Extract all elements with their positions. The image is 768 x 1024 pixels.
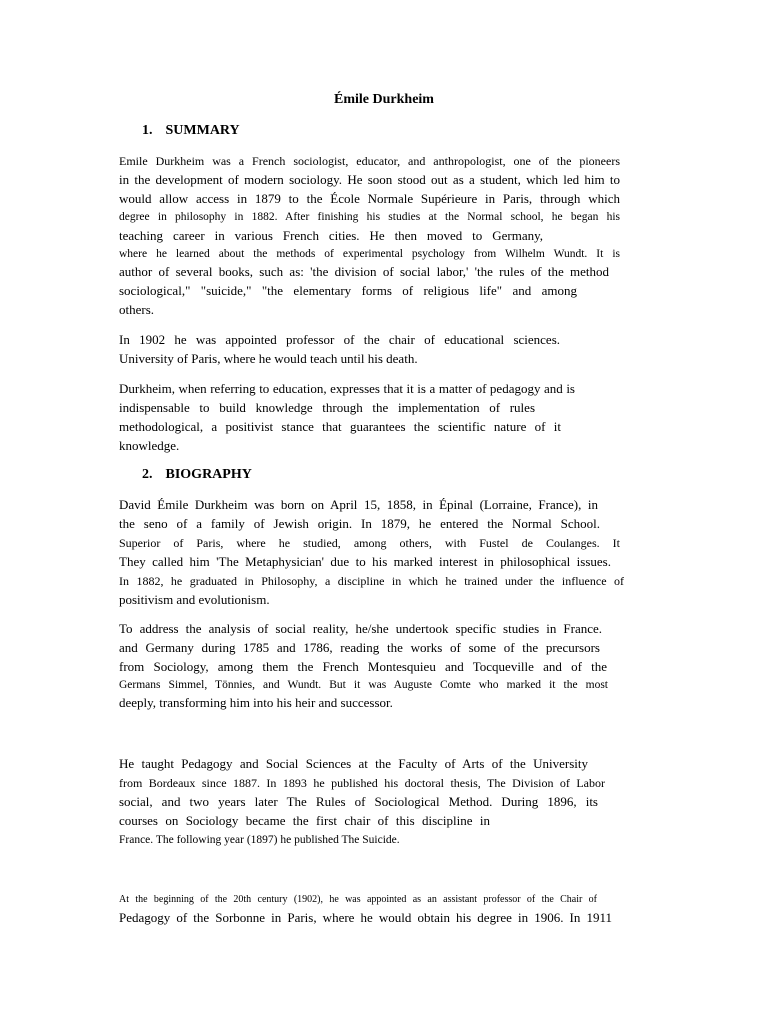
body-line: Superior of Paris, where he studied, among others, with Fustel de Coulanges. It — [119, 536, 620, 550]
section-number: 1. — [142, 123, 153, 138]
body-line: from Sociology, among them the French Montesquieu and Tocqueville and of the — [119, 659, 607, 674]
body-line: In 1882, he graduated in Philosophy, a discipline in which he trained under the influence of — [119, 574, 624, 588]
body-line: others. — [119, 302, 155, 317]
body-line: and Germany during 1785 and 1786, reading the works of some of the precursors — [119, 640, 600, 655]
section-number: 2. — [142, 467, 153, 482]
body-line: methodological, a positivist stance that guarantees the scientific nature of it — [119, 419, 561, 434]
document-title: Émile Durkheim — [334, 92, 434, 107]
body-line: At the beginning of the 20th century (1902), he was appointed as an assistant professor of the Chair of — [119, 894, 597, 905]
body-line: France. The following year (1897) he published The Suicide. — [119, 834, 400, 846]
body-line: degree in philosophy in 1882. After finishing his studies at the Normal school, he began his — [119, 211, 620, 223]
body-line: knowledge. — [119, 438, 180, 453]
body-line: Emile Durkheim was a French sociologist, educator, and anthropologist, one of the pioneers — [119, 154, 620, 168]
body-line: deeply, transforming him into his heir and successor. — [119, 695, 393, 710]
section-title: SUMMARY — [165, 123, 240, 138]
section-heading-biography — [142, 467, 252, 483]
body-line: They called him 'The Metaphysician' due to his marked interest in philosophical issues. — [119, 554, 611, 569]
body-line: Pedagogy of the Sorbonne in Paris, where he would obtain his degree in 1906. In 1911 — [119, 910, 612, 925]
body-line: He taught Pedagogy and Social Sciences at the Faculty of Arts of the University — [119, 756, 588, 771]
body-line: author of several books, such as: 'the division of social labor,' 'the rules of the method — [119, 264, 609, 279]
body-line: sociological," "suicide," "the elementary forms of religious life" and among — [119, 283, 577, 298]
body-line: In 1902 he was appointed professor of the chair of educational sciences. — [119, 332, 560, 347]
body-line: would allow access in 1879 to the École Normale Supérieure in Paris, through which — [119, 191, 620, 206]
body-line: where he learned about the methods of experimental psychology from Wilhelm Wundt. It is — [119, 248, 620, 260]
body-line: Germans Simmel, Tönnies, and Wundt. But it was Auguste Comte who marked it the most — [119, 679, 608, 691]
body-line: Durkheim, when referring to education, expresses that it is a matter of pedagogy and is — [119, 381, 575, 396]
body-line: David Émile Durkheim was born on April 15, 1858, in Épinal (Lorraine, France), in — [119, 497, 598, 512]
body-line: from Bordeaux since 1887. In 1893 he published his doctoral thesis, The Division of Labor — [119, 776, 605, 790]
body-line: teaching career in various French cities. He then moved to Germany, — [119, 228, 543, 243]
body-line: courses on Sociology became the first chair of this discipline in — [119, 813, 490, 828]
body-line: the seno of a family of Jewish origin. In 1879, he entered the Normal School. — [119, 516, 600, 531]
body-line: To address the analysis of social reality, he/she undertook specific studies in France. — [119, 621, 602, 636]
body-line: in the development of modern sociology. He soon stood out as a student, which led him to — [119, 172, 620, 187]
section-heading-summary — [142, 123, 240, 139]
body-line: University of Paris, where he would teach until his death. — [119, 351, 418, 366]
section-title: BIOGRAPHY — [165, 467, 252, 482]
body-line: social, and two years later The Rules of Sociological Method. During 1896, its — [119, 794, 598, 809]
body-line: positivism and evolutionism. — [119, 592, 270, 607]
body-line: indispensable to build knowledge through the implementation of rules — [119, 400, 535, 415]
